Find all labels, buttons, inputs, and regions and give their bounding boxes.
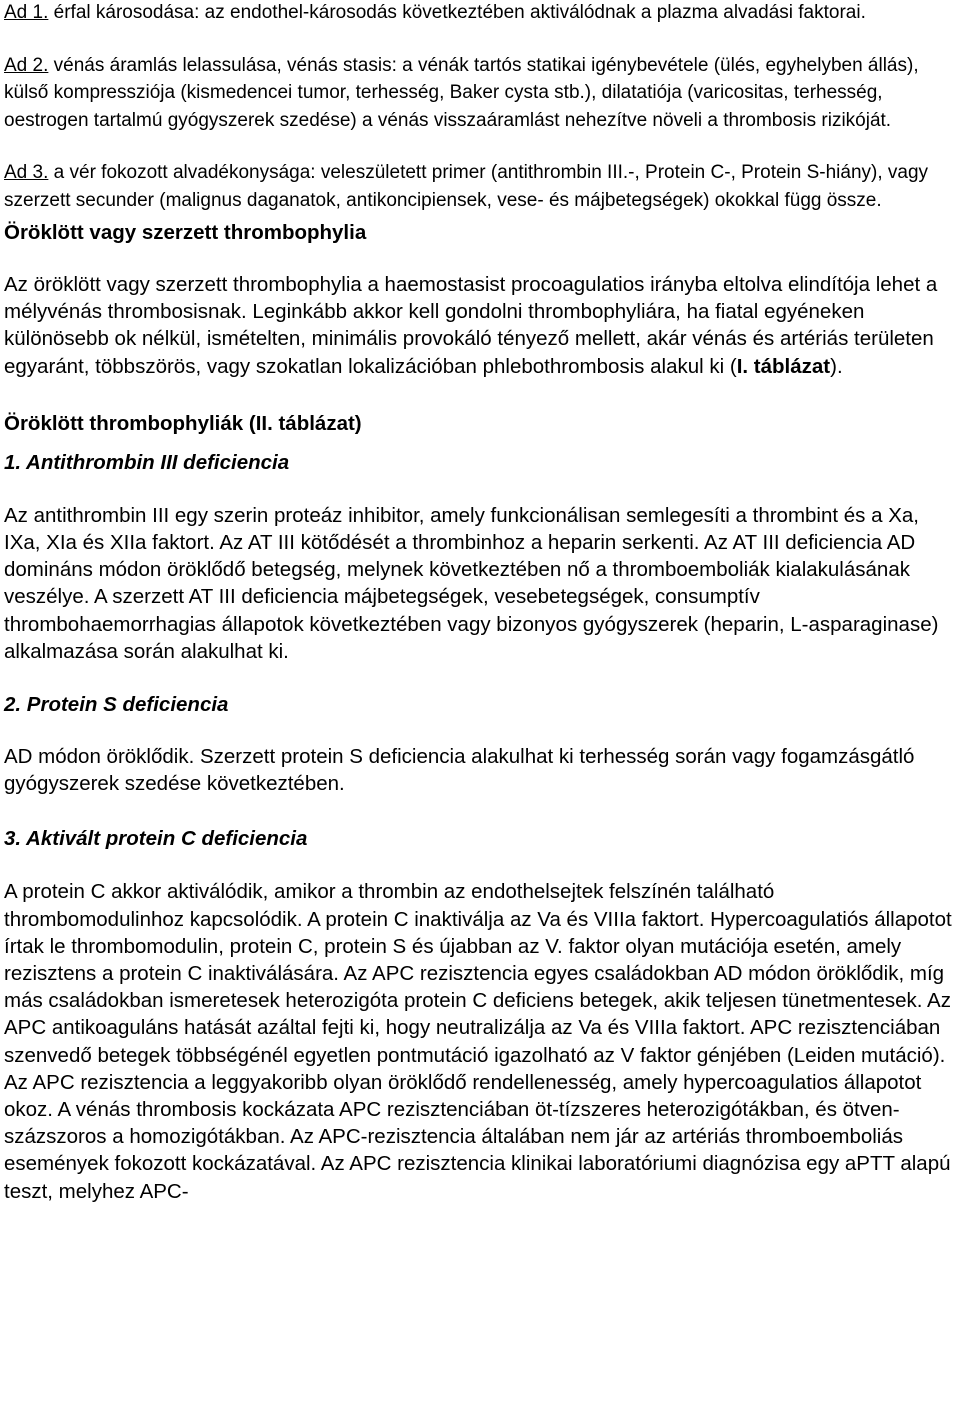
protein-s-title: 2. Protein S deficiencia xyxy=(4,693,229,717)
ad1-paragraph xyxy=(4,0,956,27)
apc-title: 3. Aktivált protein C deficiencia xyxy=(4,827,308,851)
apc-heading xyxy=(4,825,956,852)
thrombophylia-text: Az öröklött vagy szerzett thrombophylia a haemostasist procoagulatios irányba eltolva elindítója lehet a mélyvénás thrombosisnak. Leginkább akkor kell gondolni thrombophyliára, ha fiatal egyéneken különösebb ok nélkül, ismételten, minimális provokáló tényező mellett, akár vénás és artériás területen egyaránt, többszörös, vagy szokatlan lokalizációban phlebothrombosis alakul ki ( xyxy=(4,273,938,378)
thrombophylia-heading: Öröklött vagy szerzett thrombophylia xyxy=(4,221,367,244)
thrombophylia-paragraph xyxy=(4,271,956,380)
at3-heading xyxy=(4,449,956,476)
ad3-text: a vér fokozott alvadékonysága: veleszületett primer (antithrombin III.-, Protein C-, Protein S-hiány), vagy szerzett secunder (malignus daganatok, antikoncipiensek, vese- és májbetegségek) okokkal függ össze. xyxy=(4,162,929,211)
apc-paragraph: A protein C akkor aktiválódik, amikor a thrombin az endothelsejtek felszínén található thrombomodulinhoz kapcsolódik. A protein C inaktiválja az Va és VIIIa faktort. Hypercoagulatiós állapotot írtak le thrombomodulin, protein C, protein S és újabban az V. faktor olyan mutációja esetén, amely rezisztens a protein C inaktiválására. Az APC rezisztencia egyes családokban AD módon öröklődik, míg más családokban ismeretesek heterozigóta protein C deficiens betegek, akik teljesen tünetmentesek. Az APC antikoaguláns hatását azáltal fejti ki, hogy neutralizálja az Va és VIIIa faktort. APC rezisztenciában szenvedő betegek többségénél egyetlen pontmutáció igazolható az V faktor génjében (Leiden mutáció). Az APC rezisztencia a leggyakoribb olyan öröklődő rendellenesség, amely hypercoagulatios állapotot okoz. A vénás thrombosis kockázata APC rezisztenciában öt-tízszeres heterozigótákban, és ötven-százszoros a homozigótákban. Az APC-rezisztencia általában nem jár az artériás thromboemboliás események fokozott kockázatával. Az APC rezisztencia klinikai laboratóriumi diagnózisa egy aPTT alapú teszt, melyhez APC- xyxy=(4,880,952,1203)
protein-s-paragraph: AD módon öröklődik. Szerzett protein S deficiencia alakulhat ki terhesség során vagy fogamzásgátló gyógyszerek szedése következtében. xyxy=(4,745,915,796)
ad3-label: Ad 3. xyxy=(4,162,49,183)
table-ref-bold: I. táblázat xyxy=(736,354,831,378)
ad1-text: érfal károsodása: az endothel-károsodás következtében aktiválódnak a plazma alvadási faktorai. xyxy=(48,2,866,23)
ad2-paragraph xyxy=(4,52,956,135)
ad2-text: vénás áramlás lelassulása, vénás stasis: a vénák tartós statikai igénybevétele (ülés, egyhelyben állás), külső kompressziója (kismedencei tumor, terhesség, Baker cysta stb.), dilatatiója (varicositas, terhesség, oestrogen tartalmú gyógyszerek szedése) a vénás visszaáramlást nehezítve növeli a thrombosis rizikóját. xyxy=(4,54,919,131)
at3-title: 1. Antithrombin III deficiencia xyxy=(4,450,290,474)
inherited-heading: Öröklött thrombophyliák (II. táblázat) xyxy=(4,411,362,435)
ad3-paragraph xyxy=(4,159,956,214)
thrombophylia-text-end: ). xyxy=(830,354,843,378)
ad2-label: Ad 2. xyxy=(4,54,49,76)
protein-s-heading xyxy=(4,691,956,718)
at3-paragraph: Az antithrombin III egy szerin proteáz inhibitor, amely funkcionálisan semlegesíti a thrombint és a Xa, IXa, XIa és XIIa faktort. Az AT III kötődését a thrombinhoz a heparin serkenti. Az AT III deficiencia AD domináns módon öröklődő betegség, melynek következtében nő a thromboemboliák kialakulásának veszélye. A szerzett AT III deficiencia májbetegségek, vesebetegségek, consumptív thrombohaemorrhagias állapotok következtében vagy bizonyos gyógyszerek (heparin, L-asparaginase) alkalmazása során alakulhat ki. xyxy=(4,503,939,663)
ad1-label: Ad 1. xyxy=(4,2,49,23)
